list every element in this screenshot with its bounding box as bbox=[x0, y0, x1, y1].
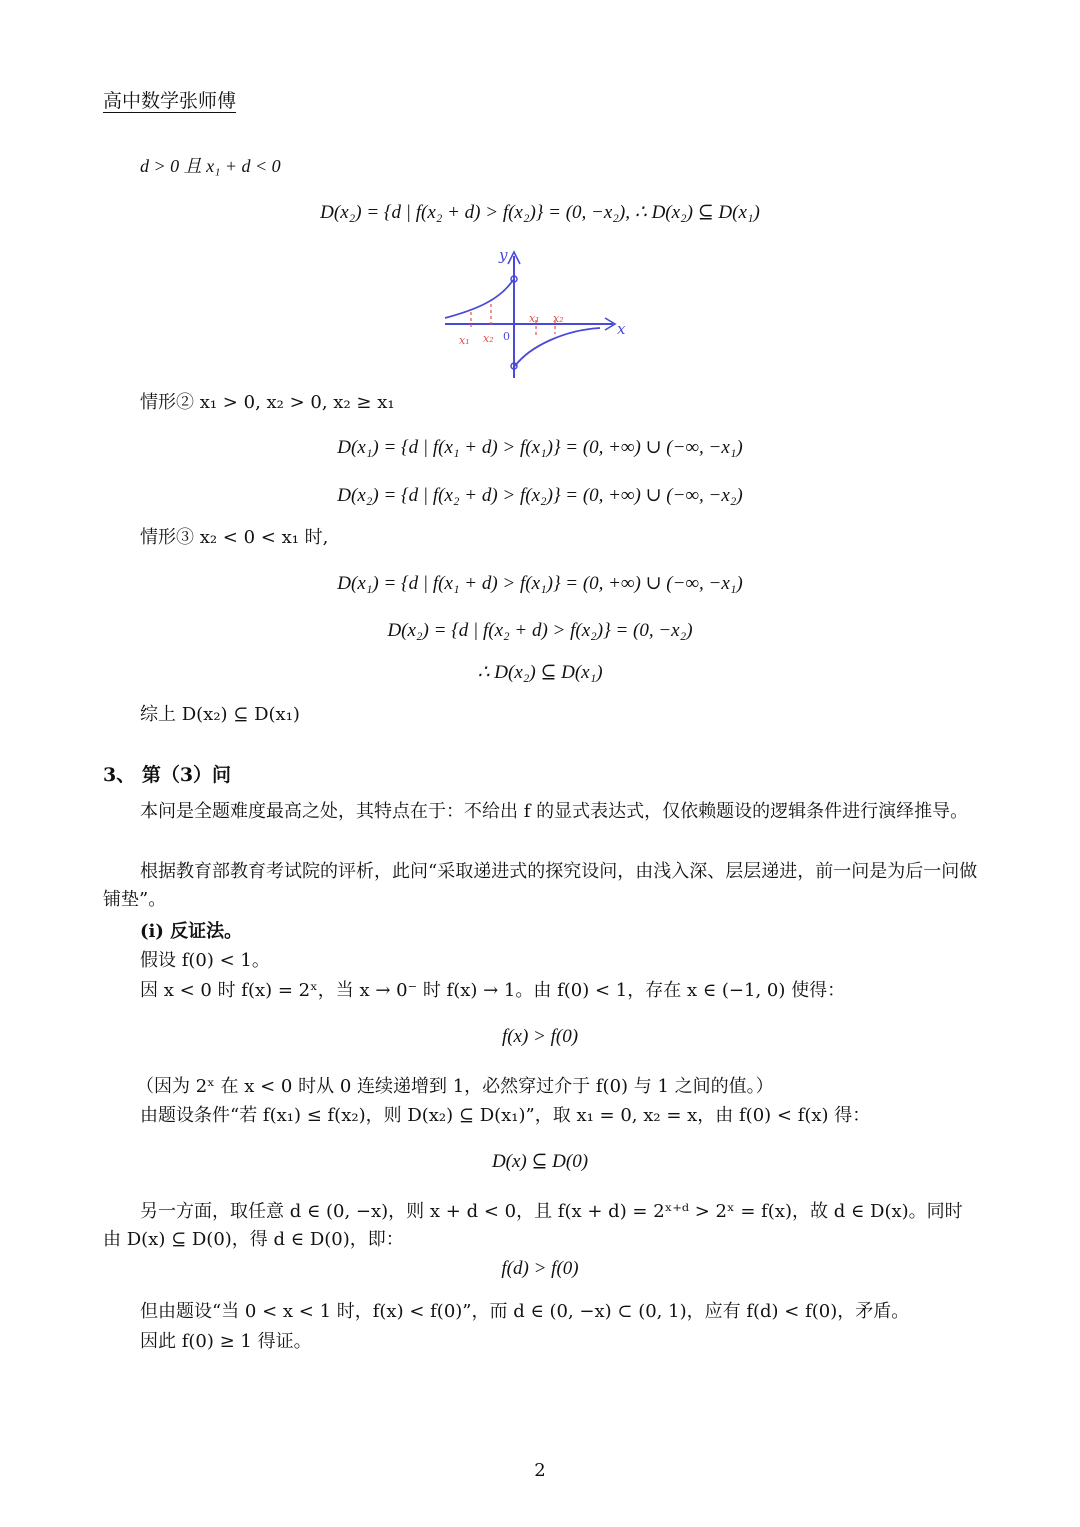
right-branch-curve bbox=[515, 328, 600, 366]
assumption-line: 假设 f(0) < 1。 bbox=[140, 950, 270, 971]
section-3-para-2: 根据教育部教育考试院的评析，此问“采取递进式的探究设问，由浅入深、层层递进，前一问是为后一问做铺垫”。 bbox=[103, 861, 978, 910]
section-3-title: 3、 第（3）问 bbox=[103, 764, 232, 786]
label-origin: 0 bbox=[503, 330, 510, 343]
label-x2-right: x₂ bbox=[553, 312, 564, 325]
equation-dx-subset-d0: D(x) ⊆ D(0) bbox=[491, 1151, 589, 1172]
explanation-note: （因为 2ˣ 在 x < 0 时从 0 连续递增到 1，必然穿过介于 f(0) 与 1 之间的值。） bbox=[136, 1076, 774, 1097]
page-header: 高中数学张师傅 bbox=[103, 90, 237, 112]
equation-fd-gt-f0: f(d) > f(0) bbox=[501, 1258, 579, 1279]
condition-line: d > 0 且 x₁ + d < 0 bbox=[140, 156, 281, 176]
function-sketch-figure bbox=[435, 238, 655, 388]
label-x1-left: x₁ bbox=[459, 334, 470, 347]
conclusion-line: 因此 f(0) ≥ 1 得证。 bbox=[140, 1331, 312, 1352]
left-branch-curve bbox=[445, 280, 513, 318]
case-3-heading: 情形③ x₂ < 0 < x₁ 时, bbox=[140, 527, 329, 548]
condition-application: 由题设条件“若 f(x₁) ≤ f(x₂)，则 D(x₂) ⊆ D(x₁)”，取 x₁ = 0, x₂ = x，由 f(0) < f(x) 得： bbox=[140, 1105, 871, 1126]
equation-d-x2: D(x₂) = {d | f(x₂ + d) > f(x₂)} = (0, −x₂), ∴ D(x₂) ⊆ D(x₁) bbox=[320, 202, 760, 223]
because-line: 因 x < 0 时 f(x) = 2ˣ，当 x → 0⁻ 时 f(x) → 1。由 f(0) < 1，存在 x ∈ (−1, 0) 使得： bbox=[140, 980, 846, 1001]
x-axis-label: x bbox=[617, 320, 626, 338]
y-axis-label: y bbox=[499, 246, 508, 264]
case-2-eq-a: D(x₁) = {d | f(x₁ + d) > f(x₁)} = (0, +∞) ∪ (−∞, −x₁) bbox=[337, 437, 743, 458]
summary-line: 综上 D(x₂) ⊆ D(x₁) bbox=[140, 704, 300, 725]
label-x2-left: x₂ bbox=[483, 332, 494, 345]
y-axis bbox=[508, 252, 520, 378]
case-3-eq-b: D(x₂) = {d | f(x₂ + d) > f(x₂)} = (0, −x₂) bbox=[387, 620, 693, 641]
page-number: 2 bbox=[534, 1460, 546, 1481]
contradiction-line: 但由题设“当 0 < x < 1 时，f(x) < f(0)”，而 d ∈ (0, −x) ⊂ (0, 1)，应有 f(d) < f(0)，矛盾。 bbox=[140, 1301, 910, 1322]
equation-fx-gt-f0: f(x) > f(0) bbox=[501, 1026, 579, 1047]
case-2-eq-b: D(x₂) = {d | f(x₂ + d) > f(x₂)} = (0, +∞) ∪ (−∞, −x₂) bbox=[337, 485, 743, 506]
label-x1-right: x₁ bbox=[529, 312, 540, 325]
section-3-para-1: 本问是全题难度最高之处，其特点在于：不给出 f 的显式表达式，仅依赖题设的逻辑条件进行演绎推导。 bbox=[140, 801, 969, 822]
subsection-proof-by-contradiction: (i) 反证法。 bbox=[140, 921, 243, 942]
case-2-heading: 情形② x₁ > 0, x₂ > 0, x₂ ≥ x₁ bbox=[140, 392, 395, 413]
other-hand-paragraph: 另一方面，取任意 d ∈ (0, −x)，则 x + d < 0，且 f(x + d) = 2ˣ⁺ᵈ > 2ˣ = f(x)，故 d ∈ D(x)。同时由 D(x) ⊆ D(0)，得 d ∈ D(0)，即： bbox=[103, 1201, 963, 1250]
case-3-eq-a: D(x₁) = {d | f(x₁ + d) > f(x₁)} = (0, +∞) ∪ (−∞, −x₁) bbox=[337, 573, 743, 594]
case-3-conclusion: ∴ D(x₂) ⊆ D(x₁) bbox=[477, 662, 603, 683]
